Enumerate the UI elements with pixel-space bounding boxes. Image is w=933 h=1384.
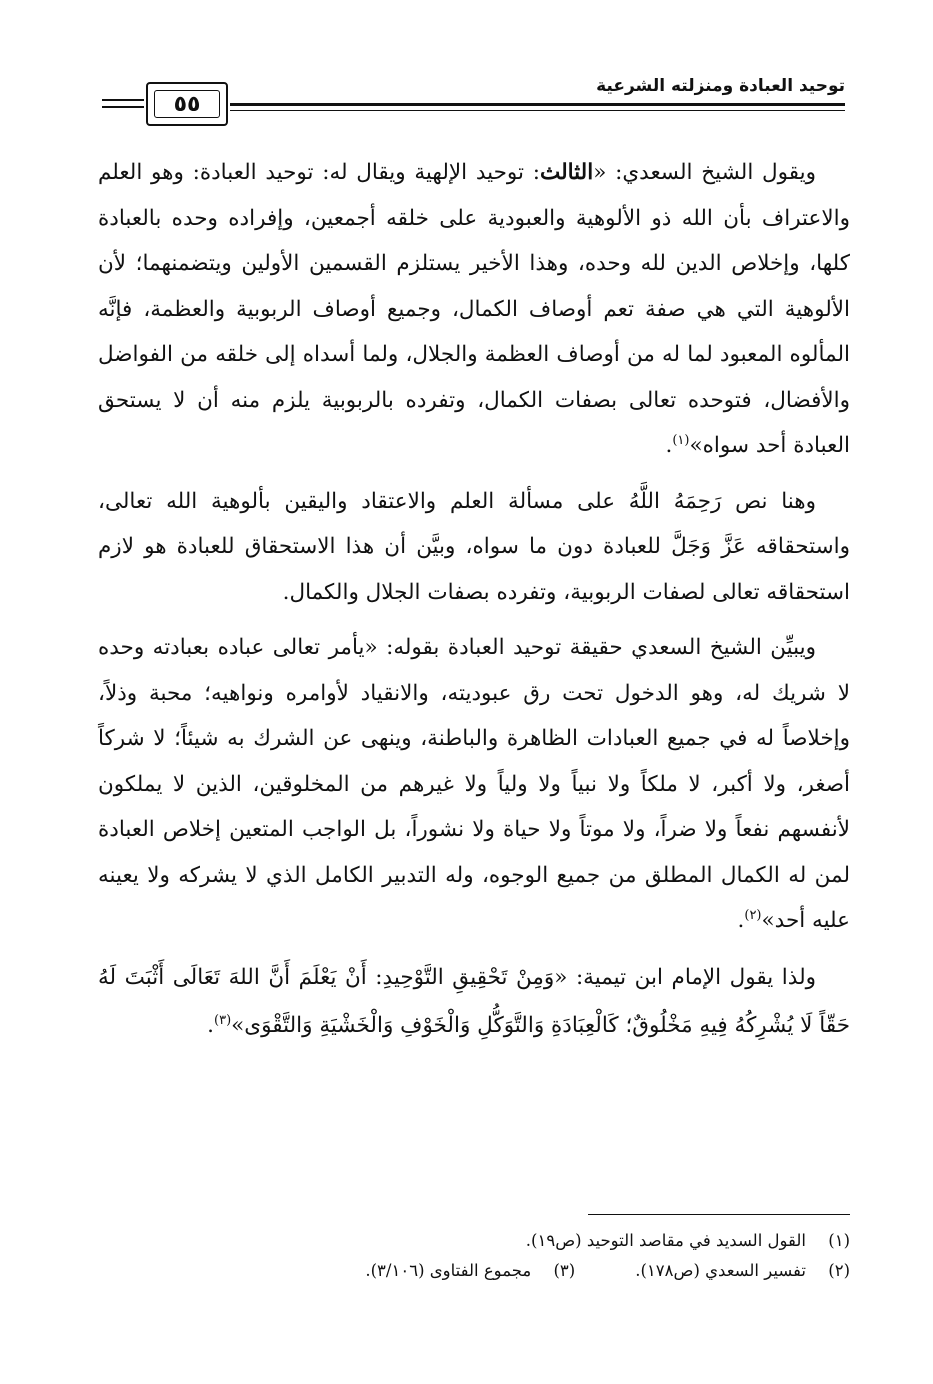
footnote-2-3 <box>98 1256 850 1286</box>
footnote-3-text: مجموع الفتاوى (٣/١٠٦). <box>365 1261 532 1280</box>
header-rule-thick <box>230 103 845 106</box>
footnote-3-number: (٣) <box>553 1261 576 1280</box>
footnote-1-number: (١) <box>828 1231 850 1250</box>
running-header-title: توحيد العبادة ومنزلته الشرعية <box>596 76 845 96</box>
p1-quote: : توحيد الإلهية ويقال له: توحيد العبادة: وهو العلم والاعتراف بأن الله ذو الألوهية والعبودية على خلقه أجمعين، وإفراده وحده بالعبادة كلها، وإخلاص الدين لله وحده، وهذا الأخير يستلزم القسمين الأولين ويتضمنهما؛ لأن الألوهية التي هي صفة تعم أوصاف الكمال، وجميع أوصاف الربوبية والعظمة، فإنَّه المألوه المعبود لما له من أوصاف العظمة والجلال، ولما أسداه إلى خلقه من الفواضل والأفضال، فتوحده تعالى بصفات الكمال، وتفرده بالربوبية يلزم منه أن لا يستحق العبادة أحد سواه» <box>98 160 850 458</box>
footnote-1 <box>98 1226 850 1256</box>
footnote-ref-1: (١) <box>672 432 690 448</box>
header-rule-thin <box>230 110 845 111</box>
page-number-frame <box>146 82 228 126</box>
footnote-separator <box>588 1214 850 1215</box>
footnote-2-text: تفسير السعدي (ص١٧٨). <box>635 1261 806 1280</box>
page-number: ٥٥ <box>154 90 220 118</box>
header-left-rules <box>102 99 144 113</box>
footnotes <box>98 1226 850 1286</box>
p3-end: . <box>737 908 745 933</box>
footnote-ref-3: (٣) <box>214 1012 232 1028</box>
p1-bold-term: الثالث <box>539 160 594 185</box>
footnote-2-number: (٢) <box>828 1261 850 1280</box>
footnote-1-text: القول السديد في مقاصد التوحيد (ص١٩). <box>525 1231 806 1250</box>
p4-end: . <box>207 1012 215 1038</box>
p1-intro: ويقول الشيخ السعدي: « <box>593 160 817 185</box>
p3-text: ويبيِّن الشيخ السعدي حقيقة توحيد العبادة بقوله: «يأمر تعالى عباده بعبادته وحده لا شريك له، وهو الدخول تحت رق عبوديته، والانقياد لأوامره ونواهيه؛ محبة وذلاً، وإخلاصاً له في جميع العبادات الظاهرة والباطنة، وينهى عن الشرك به شيئاً؛ لا شركاً أصغر، ولا أكبر، لا ملكاً ولا نبياً ولا ولياً ولا غيرهم من المخلوقين، الذين لا يملكون لأنفسهم نفعاً ولا ضراً، ولا موتاً ولا حياة ولا نشوراً، بل الواجب المتعين إخلاص العبادة لمن له الكمال المطلق من جميع الوجوه، وله التدبير الكامل الذي لا يشركه ولا يعينه عليه أحد» <box>98 635 850 933</box>
paragraph-3 <box>98 625 850 944</box>
footnote-ref-2: (٢) <box>744 907 762 923</box>
paragraph-2: وهنا نص رَحِمَهُ اللَّهُ على مسألة العلم والاعتقاد واليقين بألوهية الله تعالى، واستحقاقه عَزَّ وَجَلَّ للعبادة دون ما سواه، وبيَّن أن هذا الاستحقاق للعبادة هو لازم استحقاقه تعالى لصفات الربوبية، وتفرده بصفات الجلال والكمال. <box>98 488 850 605</box>
paragraph-4 <box>98 954 850 1050</box>
body-text <box>98 150 850 1060</box>
p1-end: . <box>665 433 673 458</box>
paragraph-1 <box>98 150 850 469</box>
p4-text: ولذا يقول الإمام ابن تيمية: «وَمِنْ تَحْقِيقِ التَّوْحِيدِ: أَنْ يَعْلَمَ أَنَّ اللهَ تَعَالَى أَثْبَتَ لَهُ حَقّاً لَا يُشْرِكُهُ فِيهِ مَخْلُوقٌ؛ كَالْعِبَادَةِ وَالتَّوَكُّلِ وَالْخَوْفِ وَالْخَشْيَةِ وَالتَّقْوَى» <box>98 964 850 1038</box>
